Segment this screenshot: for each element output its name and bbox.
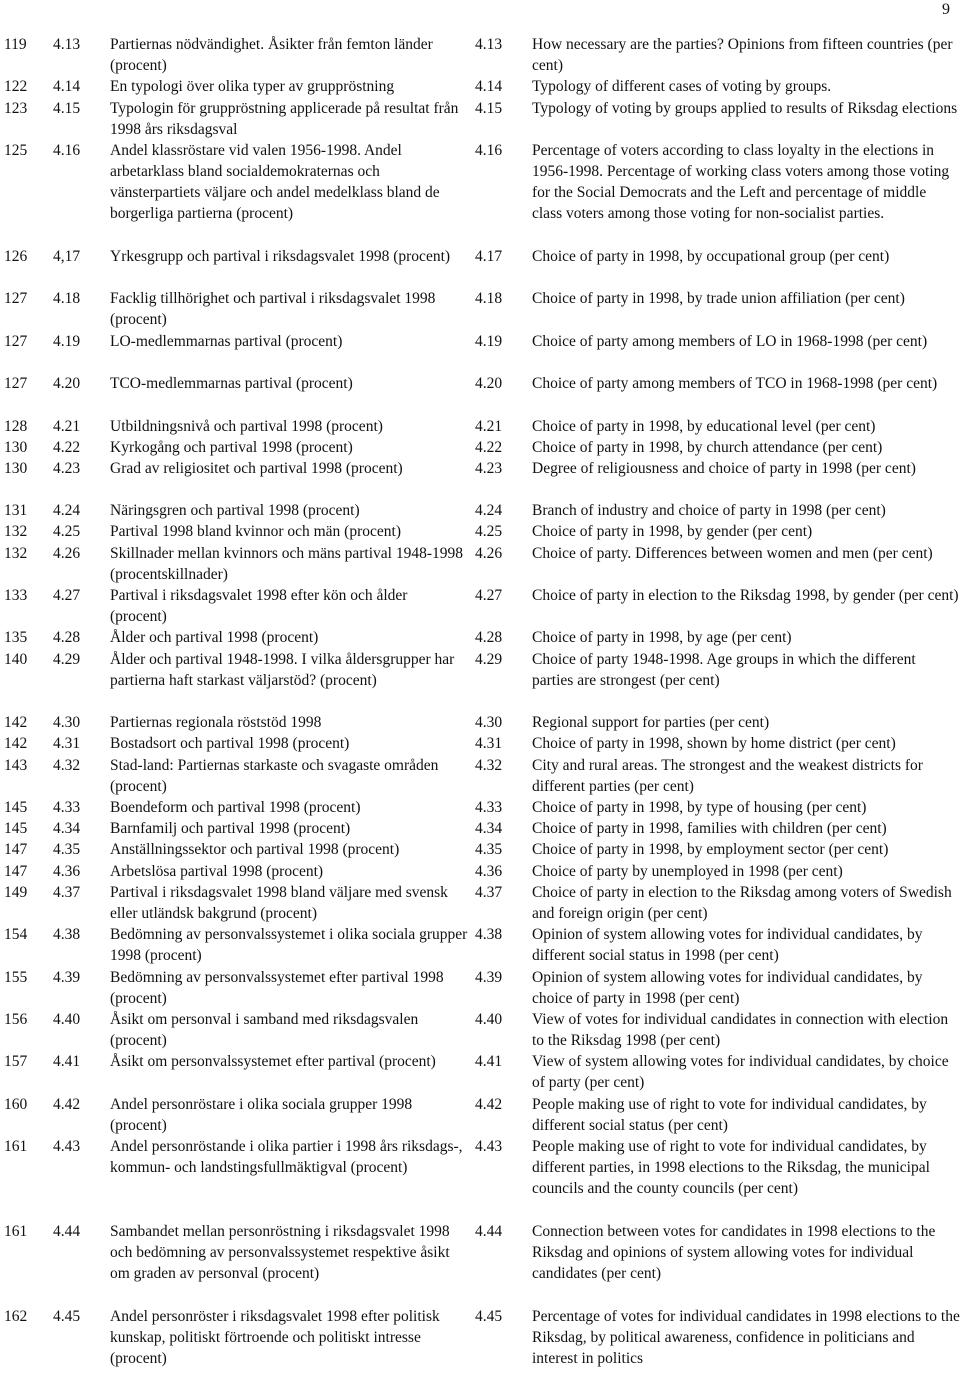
swedish-figure-number: 4.42 [53, 1095, 81, 1113]
page-ref: 149 [4, 883, 28, 901]
english-figure-title: Opinion of system allowing votes for individual candidates, by choice of party in 1998 (per cent) [532, 968, 923, 1007]
english-figure-number: 4.21 [475, 417, 503, 435]
swedish-figure-number: 4.16 [53, 141, 81, 159]
swedish-figure-title: Andel klassröstare vid valen 1956-1998. Andel arbetarklass bland socialdemokraternas och vänsterpartiets väljare och andel medelklass bland de borgerliga partierna (procent) [110, 141, 440, 222]
swedish-figure-title: Åsikt om personvalssystemet efter partival (procent) [110, 1053, 436, 1071]
page-ref: 162 [4, 1307, 28, 1325]
table-of-figures [0, 34, 960, 1369]
page-ref: 145 [4, 820, 28, 838]
swedish-figure-number: 4.24 [53, 502, 81, 520]
page-ref: 127 [4, 332, 28, 350]
swedish-figure-number: 4.41 [53, 1053, 81, 1071]
swedish-figure-title: Skillnader mellan kvinnors och mäns partival 1948-1998 (procentskillnader) [110, 544, 463, 583]
english-figure-title: Typology of voting by groups applied to results of Riksdag elections [532, 99, 958, 117]
page-ref: 130 [4, 438, 28, 456]
english-figure-title: Percentage of votes for individual candidates in 1998 elections to the Riksdag, by political awareness, confidence in politicians and interest in politics [532, 1307, 960, 1367]
swedish-figure-number: 4.32 [53, 756, 81, 774]
english-figure-number: 4.35 [475, 841, 503, 859]
page-ref: 119 [4, 36, 27, 53]
english-figure-number: 4.29 [475, 650, 503, 668]
english-figure-title: Opinion of system allowing votes for individual candidates, by different social status in 1998 (per cent) [532, 926, 923, 965]
page-ref: 142 [4, 714, 28, 732]
swedish-figure-title: Partiernas regionala röststöd 1998 [110, 714, 322, 732]
english-figure-title: Branch of industry and choice of party in 1998 (per cent) [532, 502, 886, 520]
english-figure-number: 4.20 [475, 375, 503, 393]
list-item [0, 818, 960, 839]
swedish-figure-title: Andel personröstande i olika partier i 1998 års riksdags-, kommun- och landstingsfullmäktigval (procent) [110, 1138, 463, 1177]
swedish-figure-number: 4.39 [53, 968, 81, 986]
swedish-figure-number: 4.14 [53, 78, 81, 96]
swedish-figure-title: Åsikt om personval i samband med riksdagsvalen (procent) [110, 1010, 419, 1049]
page-ref: 126 [4, 247, 28, 265]
english-figure-number: 4.43 [475, 1138, 503, 1156]
list-item [0, 521, 960, 542]
swedish-figure-title: Partival i riksdagsvalet 1998 efter kön och ålder (procent) [110, 587, 408, 626]
english-figure-number: 4.32 [475, 756, 503, 774]
list-item [0, 797, 960, 818]
english-figure-number: 4.37 [475, 883, 503, 901]
page-ref: 132 [4, 544, 28, 562]
english-figure-number: 4.27 [475, 587, 503, 605]
swedish-figure-number: 4.15 [53, 99, 81, 117]
swedish-figure-number: 4.23 [53, 459, 81, 477]
list-item [0, 34, 960, 76]
page-ref: 127 [4, 290, 28, 308]
page-ref: 156 [4, 1010, 28, 1028]
english-figure-number: 4.18 [475, 290, 503, 308]
swedish-figure-title: Bedömning av personvalssystemet i olika sociala grupper 1998 (procent) [110, 926, 468, 965]
english-figure-number: 4.34 [475, 820, 503, 838]
swedish-figure-title: Partiernas nödvändighet. Åsikter från femton länder (procent) [110, 36, 433, 74]
english-figure-title: Choice of party among members of LO in 1968-1998 (per cent) [532, 332, 928, 350]
swedish-figure-title: Boendeform och partival 1998 (procent) [110, 799, 361, 816]
english-figure-number: 4.42 [475, 1095, 503, 1113]
list-item [0, 627, 960, 648]
list-item [0, 649, 960, 713]
list-item [0, 924, 960, 966]
swedish-figure-title: TCO-medlemmarnas partival (procent) [110, 375, 353, 393]
english-figure-number: 4.19 [475, 332, 503, 350]
swedish-figure-number: 4.34 [53, 820, 81, 838]
english-figure-title: Choice of party in 1998, by gender (per cent) [532, 523, 813, 541]
swedish-figure-number: 4,17 [53, 247, 81, 265]
list-item [0, 755, 960, 797]
english-figure-number: 4.13 [475, 36, 503, 53]
english-figure-title: Choice of party in election to the Riksdag among voters of Swedish and foreign origin (per cent) [532, 883, 952, 922]
english-figure-number: 4.22 [475, 438, 503, 456]
page-ref: 131 [4, 502, 28, 520]
swedish-figure-title: Andel personröstare i olika sociala grupper 1998 (procent) [110, 1095, 413, 1134]
swedish-figure-number: 4.29 [53, 650, 81, 668]
swedish-figure-number: 4.27 [53, 587, 81, 605]
list-item [0, 543, 960, 585]
swedish-figure-title: Yrkesgrupp och partival i riksdagsvalet 1998 (procent) [110, 247, 451, 265]
english-figure-number: 4.41 [475, 1053, 503, 1071]
list-item [0, 140, 960, 246]
english-figure-number: 4.23 [475, 459, 503, 477]
swedish-figure-number: 4.25 [53, 523, 81, 541]
page-number: 9 [942, 1, 950, 18]
english-figure-number: 4.15 [475, 99, 503, 117]
swedish-figure-number: 4.40 [53, 1010, 81, 1028]
swedish-figure-number: 4.26 [53, 544, 81, 562]
english-figure-title: Choice of party in 1998, shown by home district (per cent) [532, 735, 896, 753]
swedish-figure-title: Partival i riksdagsvalet 1998 bland väljare med svensk eller utländsk bakgrund (procent) [110, 883, 448, 922]
list-item [0, 331, 960, 373]
list-item [0, 288, 960, 330]
page-ref: 128 [4, 417, 28, 435]
swedish-figure-number: 4.45 [53, 1307, 81, 1325]
list-item [0, 1051, 960, 1093]
swedish-figure-title: Partival 1998 bland kvinnor och män (procent) [110, 523, 401, 541]
list-item [0, 1094, 960, 1136]
swedish-figure-title: Facklig tillhörighet och partival i riksdagsvalet 1998 (procent) [110, 290, 436, 329]
page-ref: 161 [4, 1138, 28, 1156]
swedish-figure-number: 4.13 [53, 36, 81, 53]
swedish-figure-title: Grad av religiositet och partival 1998 (procent) [110, 459, 403, 477]
list-item [0, 246, 960, 288]
page-ref: 140 [4, 650, 28, 668]
english-figure-title: Choice of party among members of TCO in 1968-1998 (per cent) [532, 375, 938, 393]
page-ref: 143 [4, 756, 28, 774]
list-item [0, 967, 960, 1009]
swedish-figure-number: 4.18 [53, 290, 81, 308]
list-item [0, 1306, 960, 1370]
page-ref: 125 [4, 141, 28, 159]
english-figure-number: 4.16 [475, 141, 503, 159]
english-figure-title: Choice of party 1948-1998. Age groups in which the different parties are strongest (per cent) [532, 650, 916, 689]
swedish-figure-number: 4.30 [53, 714, 81, 732]
english-figure-title: People making use of right to vote for individual candidates, by different social status (per cent) [532, 1095, 927, 1134]
list-item [0, 839, 960, 860]
swedish-figure-title: Arbetslösa partival 1998 (procent) [110, 862, 324, 880]
english-figure-title: View of system allowing votes for individual candidates, by choice of party (per cent) [532, 1053, 949, 1092]
english-figure-number: 4.39 [475, 968, 503, 986]
page-ref: 127 [4, 375, 28, 393]
english-figure-title: Typology of different cases of voting by groups. [532, 78, 832, 96]
english-figure-number: 4.44 [475, 1222, 503, 1240]
english-figure-number: 4.31 [475, 735, 503, 753]
list-item [0, 882, 960, 924]
swedish-figure-number: 4.22 [53, 438, 81, 456]
swedish-figure-title: Stad-land: Partiernas starkaste och svagaste områden (procent) [110, 756, 439, 795]
swedish-figure-number: 4.28 [53, 629, 81, 647]
english-figure-title: Choice of party by unemployed in 1998 (per cent) [532, 862, 843, 880]
list-item [0, 712, 960, 733]
swedish-figure-number: 4.36 [53, 862, 81, 880]
swedish-figure-number: 4.43 [53, 1138, 81, 1156]
list-item [0, 585, 960, 627]
swedish-figure-number: 4.35 [53, 841, 81, 859]
english-figure-title: Choice of party in 1998, families with children (per cent) [532, 820, 887, 838]
swedish-figure-title: Anställningssektor och partival 1998 (procent) [110, 841, 400, 859]
english-figure-number: 4.33 [475, 799, 503, 816]
page-ref: 133 [4, 587, 28, 605]
english-figure-title: View of votes for individual candidates in connection with election to the Riksdag 1998 (per cent) [532, 1010, 949, 1049]
page-ref: 122 [4, 78, 28, 96]
swedish-figure-number: 4.38 [53, 926, 81, 944]
list-item [0, 1009, 960, 1051]
page-ref: 135 [4, 629, 28, 647]
list-item [0, 458, 960, 500]
english-figure-title: Percentage of voters according to class loyalty in the elections in 1956-1998. Percentage of working class voters among those voting for the Social Democrats and the Left and percentage of middle class voters among those voting for non-socialist parties. [532, 141, 950, 222]
swedish-figure-title: Sambandet mellan personröstning i riksdagsvalet 1998 och bedömning av personvalssystemet respektive åsikt om graden av personval (procent) [110, 1222, 450, 1282]
english-figure-title: Choice of party in 1998, by church attendance (per cent) [532, 438, 883, 456]
list-item [0, 76, 960, 97]
swedish-figure-title: Typologin för gruppröstning applicerade på resultat från 1998 års riksdagsval [110, 99, 459, 138]
swedish-figure-title: Barnfamilj och partival 1998 (procent) [110, 820, 351, 838]
english-figure-number: 4.24 [475, 502, 503, 520]
swedish-figure-title: Bostadsort och partival 1998 (procent) [110, 735, 350, 753]
english-figure-number: 4.25 [475, 523, 503, 541]
page-ref: 155 [4, 968, 28, 986]
english-figure-title: Choice of party in election to the Riksdag 1998, by gender (per cent) [532, 587, 959, 605]
swedish-figure-number: 4.33 [53, 799, 81, 816]
list-item [0, 861, 960, 882]
page-ref: 154 [4, 926, 28, 944]
swedish-figure-title: Andel personröster i riksdagsvalet 1998 efter politisk kunskap, politiskt förtroende och politiskt intresse (procent) [110, 1307, 440, 1367]
list-item [0, 1221, 960, 1306]
english-figure-title: How necessary are the parties? Opinions from fifteen countries (per cent) [532, 36, 953, 74]
page-ref: 130 [4, 459, 28, 477]
english-figure-title: Choice of party in 1998, by occupational group (per cent) [532, 247, 890, 265]
swedish-figure-number: 4.19 [53, 332, 81, 350]
english-figure-title: People making use of right to vote for individual candidates, by different parties, in 1998 elections to the Riksdag, the municipal councils and the county councils (per cent) [532, 1138, 930, 1198]
swedish-figure-title: LO-medlemmarnas partival (procent) [110, 332, 343, 350]
swedish-figure-title: Bedömning av personvalssystemet efter partival 1998 (procent) [110, 968, 444, 1007]
swedish-figure-title: En typologi över olika typer av gruppröstning [110, 78, 395, 96]
list-item [0, 373, 960, 415]
english-figure-number: 4.17 [475, 247, 503, 265]
swedish-figure-title: Ålder och partival 1948-1998. I vilka åldersgrupper har partierna haft starkast väljarstöd? (procent) [110, 650, 455, 689]
swedish-figure-title: Kyrkogång och partival 1998 (procent) [110, 438, 353, 456]
english-figure-title: Choice of party in 1998, by trade union affiliation (per cent) [532, 290, 905, 308]
swedish-figure-number: 4.21 [53, 417, 81, 435]
page-ref: 123 [4, 99, 28, 117]
english-figure-title: Choice of party. Differences between women and men (per cent) [532, 544, 933, 562]
page-ref: 160 [4, 1095, 28, 1113]
swedish-figure-number: 4.44 [53, 1222, 81, 1240]
page-ref: 147 [4, 862, 28, 880]
english-figure-title: Regional support for parties (per cent) [532, 714, 770, 732]
page-ref: 132 [4, 523, 28, 541]
swedish-figure-title: Ålder och partival 1998 (procent) [110, 629, 319, 647]
list-item [0, 733, 960, 754]
english-figure-title: Choice of party in 1998, by employment sector (per cent) [532, 841, 889, 859]
english-figure-number: 4.36 [475, 862, 503, 880]
english-figure-number: 4.38 [475, 926, 503, 944]
list-item [0, 416, 960, 437]
swedish-figure-number: 4.37 [53, 883, 81, 901]
swedish-figure-title: Näringsgren och partival 1998 (procent) [110, 502, 360, 520]
english-figure-number: 4.14 [475, 78, 503, 96]
list-item [0, 500, 960, 521]
english-figure-number: 4.26 [475, 544, 503, 562]
english-figure-title: Connection between votes for candidates in 1998 elections to the Riksdag and opinions of system allowing votes for individual candidates (per cent) [532, 1222, 936, 1282]
page-ref: 157 [4, 1053, 28, 1071]
list-item [0, 437, 960, 458]
page-ref: 142 [4, 735, 28, 753]
english-figure-title: Choice of party in 1998, by educational level (per cent) [532, 417, 876, 435]
page-ref: 161 [4, 1222, 28, 1240]
english-figure-number: 4.40 [475, 1010, 503, 1028]
english-figure-number: 4.30 [475, 714, 503, 732]
english-figure-title: Choice of party in 1998, by type of housing (per cent) [532, 799, 867, 816]
swedish-figure-title: Utbildningsnivå och partival 1998 (procent) [110, 417, 383, 435]
page-ref: 147 [4, 841, 28, 859]
page-ref: 145 [4, 799, 28, 816]
list-item [0, 1136, 960, 1221]
english-figure-number: 4.45 [475, 1307, 503, 1325]
list-item [0, 98, 960, 140]
english-figure-title: Degree of religiousness and choice of party in 1998 (per cent) [532, 459, 916, 477]
swedish-figure-number: 4.31 [53, 735, 81, 753]
english-figure-title: Choice of party in 1998, by age (per cent) [532, 629, 792, 647]
english-figure-number: 4.28 [475, 629, 503, 647]
english-figure-title: City and rural areas. The strongest and the weakest districts for different parties (per cent) [532, 756, 923, 795]
swedish-figure-number: 4.20 [53, 375, 81, 393]
